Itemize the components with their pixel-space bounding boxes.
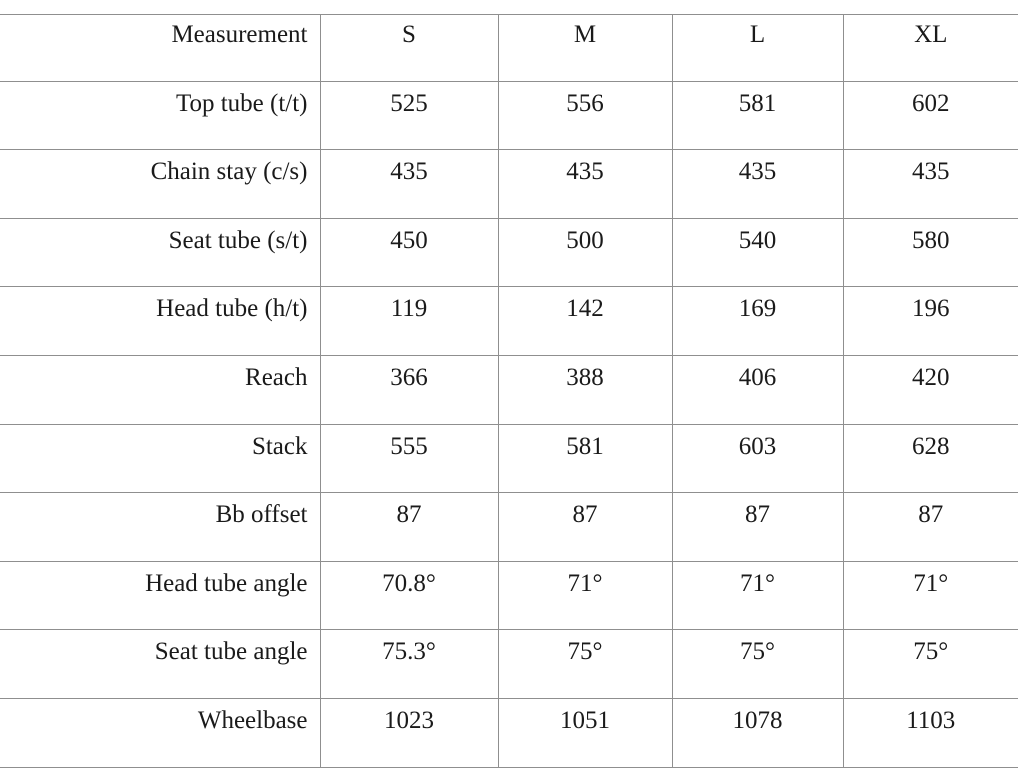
table-cell: 603 [672, 424, 843, 493]
table-cell: 70.8° [320, 561, 498, 630]
table-cell: 71° [498, 561, 672, 630]
table-cell: 525 [320, 81, 498, 150]
table-cell: 1023 [320, 698, 498, 767]
table-cell: 1103 [843, 698, 1018, 767]
table-cell: 1078 [672, 698, 843, 767]
table-row [0, 150, 1018, 219]
table-cell: 169 [672, 287, 843, 356]
table-cell: 196 [843, 287, 1018, 356]
table-cell: 435 [498, 150, 672, 219]
column-header-s: S [320, 15, 498, 82]
row-label: Head tube (h/t) [0, 287, 320, 356]
table-cell: 420 [843, 355, 1018, 424]
table-cell: 87 [672, 493, 843, 562]
row-label: Chain stay (c/s) [0, 150, 320, 219]
table-cell: 75° [672, 630, 843, 699]
table-row [0, 355, 1018, 424]
table-cell: 435 [320, 150, 498, 219]
table-row [0, 424, 1018, 493]
table-cell: 580 [843, 218, 1018, 287]
table-row [0, 81, 1018, 150]
column-header-l: L [672, 15, 843, 82]
table-row [0, 561, 1018, 630]
table-row [0, 698, 1018, 767]
table-cell: 581 [498, 424, 672, 493]
column-header-measurement: Measurement [0, 15, 320, 82]
table-cell: 142 [498, 287, 672, 356]
table-cell: 581 [672, 81, 843, 150]
row-label: Seat tube angle [0, 630, 320, 699]
table-row [0, 218, 1018, 287]
table-cell: 87 [498, 493, 672, 562]
table-cell: 75.3° [320, 630, 498, 699]
column-header-m: M [498, 15, 672, 82]
column-header-xl: XL [843, 15, 1018, 82]
table-cell: 602 [843, 81, 1018, 150]
table-cell: 1051 [498, 698, 672, 767]
table-cell: 450 [320, 218, 498, 287]
table-cell: 435 [672, 150, 843, 219]
table-cell: 388 [498, 355, 672, 424]
row-label: Reach [0, 355, 320, 424]
table-cell: 406 [672, 355, 843, 424]
table-cell: 119 [320, 287, 498, 356]
row-label: Head tube angle [0, 561, 320, 630]
table-cell: 75° [498, 630, 672, 699]
row-label: Bb offset [0, 493, 320, 562]
table-cell: 87 [320, 493, 498, 562]
table-cell: 500 [498, 218, 672, 287]
table-row [0, 493, 1018, 562]
table-cell: 87 [843, 493, 1018, 562]
table-cell: 628 [843, 424, 1018, 493]
row-label: Stack [0, 424, 320, 493]
table-header-row [0, 15, 1018, 82]
row-label: Seat tube (s/t) [0, 218, 320, 287]
row-label: Top tube (t/t) [0, 81, 320, 150]
table-cell: 75° [843, 630, 1018, 699]
table-cell: 366 [320, 355, 498, 424]
table-row [0, 287, 1018, 356]
table-row [0, 630, 1018, 699]
table-cell: 540 [672, 218, 843, 287]
table-cell: 556 [498, 81, 672, 150]
table-cell: 435 [843, 150, 1018, 219]
row-label: Wheelbase [0, 698, 320, 767]
table-cell: 71° [672, 561, 843, 630]
table-cell: 71° [843, 561, 1018, 630]
table-cell: 555 [320, 424, 498, 493]
geometry-table [0, 14, 1018, 768]
